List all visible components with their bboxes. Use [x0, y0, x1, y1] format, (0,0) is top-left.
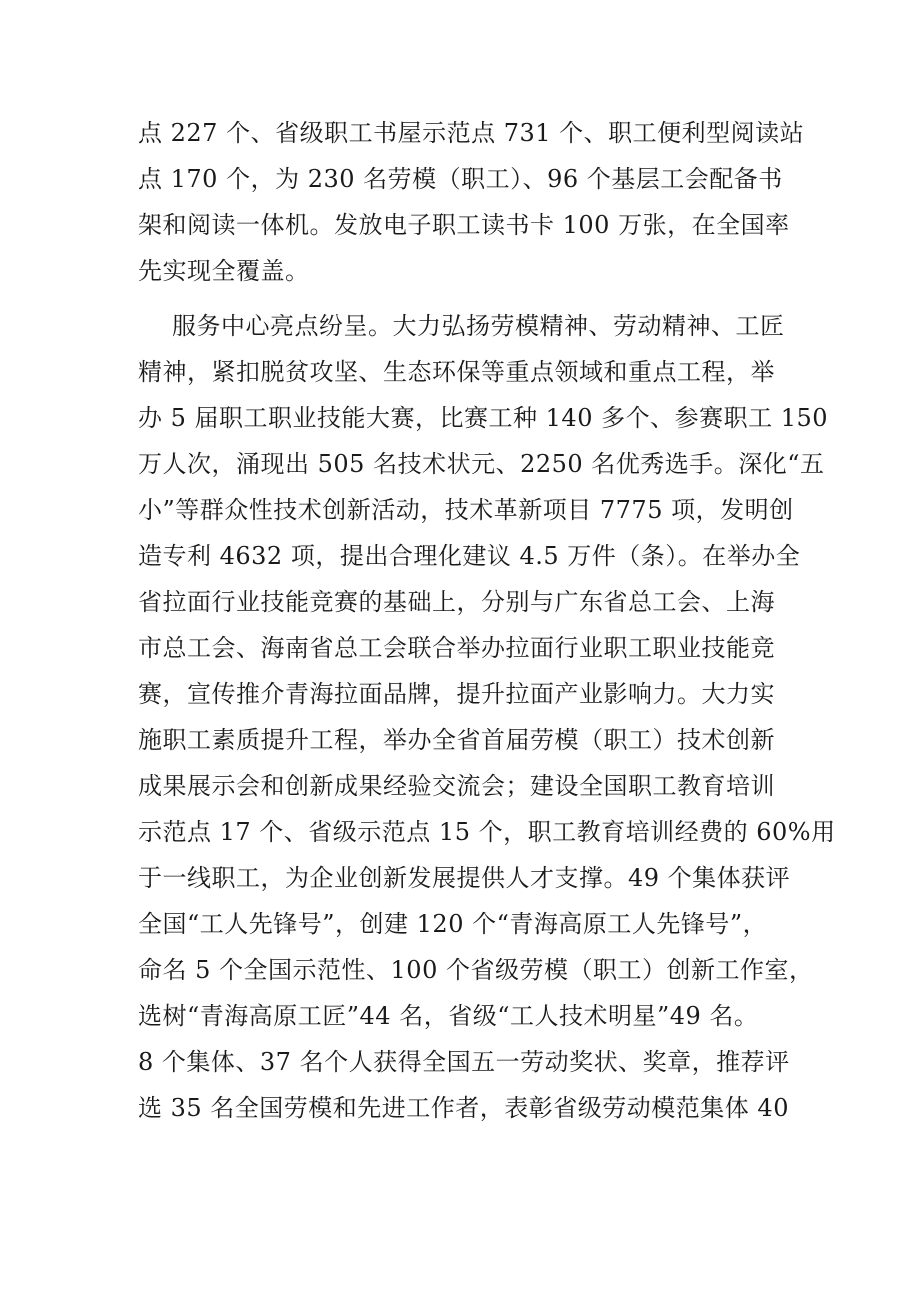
paragraph-line: 成果展示会和创新成果经验交流会；建设全国职工教育培训 — [138, 772, 775, 800]
paragraph-line: 省拉面行业技能竞赛的基础上，分别与广东省总工会、上海 — [138, 588, 775, 616]
paragraph-line: 选树“青海高原工匠”44 名，省级“工人技术明星”49 名。 — [138, 1002, 759, 1030]
paragraph-line: 造专利 4632 项，提出合理化建议 4.5 万件（条）。在举办全 — [138, 542, 801, 570]
paragraph-line: 万人次，涌现出 505 名技术状元、2250 名优秀选手。深化“五 — [138, 450, 825, 478]
paragraph-line: 8 个集体、37 名个人获得全国五一劳动奖状、奖章，推荐评 — [138, 1048, 790, 1076]
paragraph-line: 示范点 17 个、省级示范点 15 个，职工教育培训经费的 60%用 — [138, 818, 836, 846]
paragraph-line: 精神，紧扣脱贫攻坚、生态环保等重点领域和重点工程，举 — [138, 358, 775, 386]
paragraph-line: 点 227 个、省级职工书屋示范点 731 个、职工便利型阅读站 — [138, 119, 805, 147]
paragraph-line: 市总工会、海南省总工会联合举办拉面行业职工职业技能竞 — [138, 634, 775, 662]
paragraph-line: 全国“工人先锋号”，创建 120 个“青海高原工人先锋号”， — [138, 910, 768, 938]
paragraph-line: 命名 5 个全国示范性、100 个省级劳模（职工）创新工作室， — [138, 956, 814, 984]
paragraph-line: 施职工素质提升工程，举办全省首届劳模（职工）技术创新 — [138, 726, 775, 754]
paragraph-line: 赛，宣传推介青海拉面品牌，提升拉面产业影响力。大力实 — [138, 680, 775, 708]
paragraph-line: 办 5 届职工职业技能大赛，比赛工种 140 多个、参赛职工 150 — [138, 404, 829, 432]
paragraph-line: 点 170 个，为 230 名劳模（职工）、96 个基层工会配备书 — [138, 165, 783, 193]
paragraph-line: 架和阅读一体机。发放电子职工读书卡 100 万张，在全国率 — [138, 211, 790, 239]
paragraph-line: 先实现全覆盖。 — [138, 257, 310, 285]
paragraph-line: 小”等群众性技术创新活动，技术革新项目 7775 项，发明创 — [138, 496, 794, 524]
paragraph-line: 于一线职工，为企业创新发展提供人才支撑。49 个集体获评 — [138, 864, 791, 892]
paragraph-line: 服务中心亮点纷呈。大力弘扬劳模精神、劳动精神、工匠 — [172, 312, 785, 340]
paragraph-line: 选 35 名全国劳模和先进工作者，表彰省级劳动模范集体 40 — [138, 1094, 789, 1122]
